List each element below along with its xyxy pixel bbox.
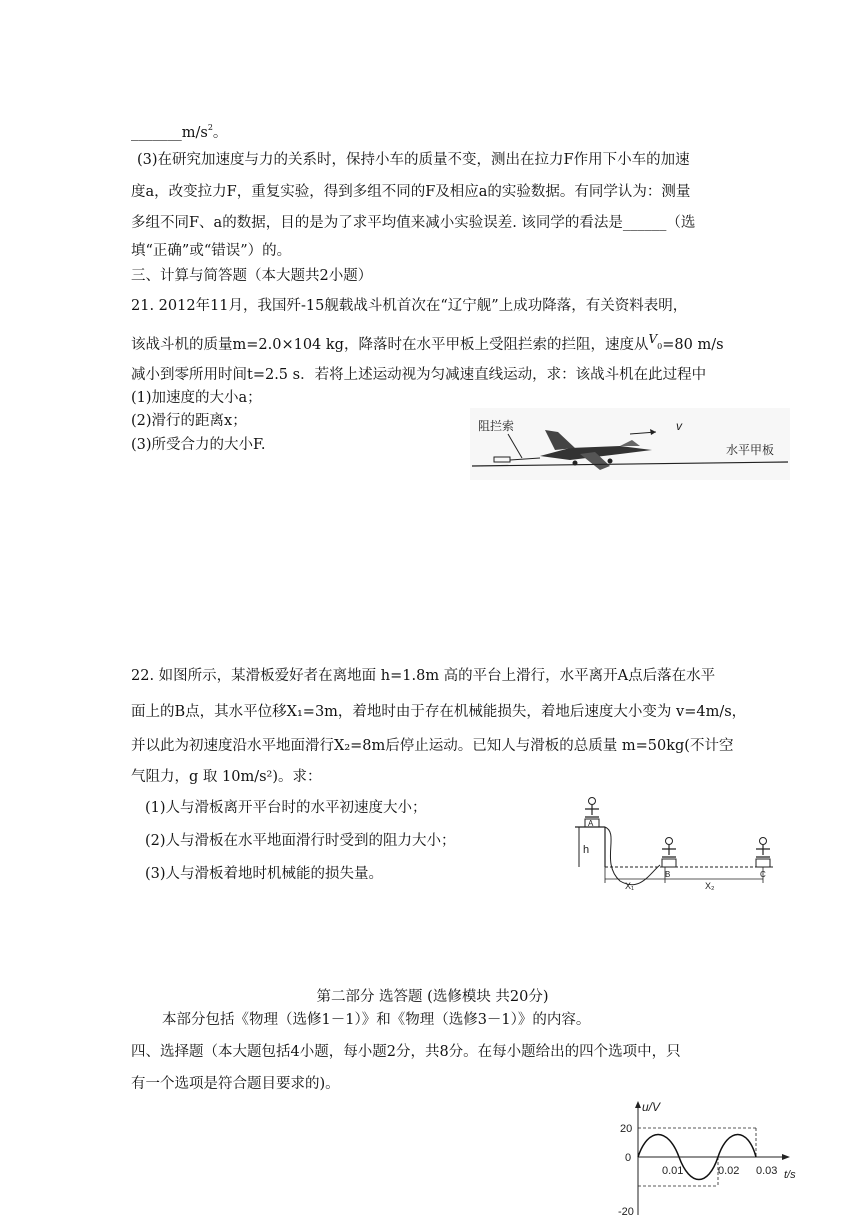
unit-exponent: 2 bbox=[207, 123, 213, 132]
y-tick-20: 20 bbox=[620, 1123, 633, 1135]
punct: 。 bbox=[212, 125, 228, 141]
q20-3-line1: (3)在研究加速度与力的关系时，保持小车的质量不变，测出在拉力F作用下小车的加速 bbox=[137, 152, 690, 168]
x-tick-001: 0.01 bbox=[662, 1165, 684, 1177]
x-axis-label: t/s bbox=[784, 1169, 796, 1181]
part-2-description: 本部分包括《物理（选修1－1）》和《物理（选修3－1）》的内容。 bbox=[162, 1012, 591, 1028]
x1-label: X₁ bbox=[625, 881, 635, 891]
point-b-label: B bbox=[665, 870, 671, 879]
q20-3-line4: 填“正确”或“错误”）的。 bbox=[131, 243, 292, 259]
voltage-time-graph bbox=[608, 1097, 808, 1220]
v0-symbol: V bbox=[648, 332, 658, 346]
x-tick-003: 0.03 bbox=[756, 1165, 778, 1177]
q22-sub3: (3)人与滑板着地时机械能的损失量。 bbox=[145, 866, 384, 882]
y-tick-neg20: -20 bbox=[618, 1206, 634, 1218]
height-label: h bbox=[583, 844, 590, 856]
q21-sub2: (2)滑行的距离x； bbox=[131, 413, 247, 429]
point-a-label: A bbox=[588, 819, 594, 828]
q22-line4: 气阻力，g 取 10m/s²)。求： bbox=[131, 769, 322, 785]
y-tick-0: 0 bbox=[625, 1152, 632, 1164]
q22-sub2: (2)人与滑板在水平地面滑行时受到的阻力大小； bbox=[145, 833, 456, 849]
section-4-heading-line2: 有一个选项是符合题目要求的)。 bbox=[131, 1076, 340, 1092]
answer-blank: _______ bbox=[131, 125, 182, 141]
q21-line2-text: 该战斗机的质量m=2.0×104 kg，降落时在水平甲板上受阻拦索的拦阻，速度从 bbox=[131, 337, 649, 353]
section-3-heading: 三、计算与简答题（本大题共2小题） bbox=[131, 268, 373, 284]
q20-3-line3: 多组不同F、a的数据，目的是为了求平均值来减小实验误差. 该同学的看法是______（选 bbox=[131, 215, 696, 231]
cable-label: 阻拦索 bbox=[478, 419, 515, 433]
jet-landing-figure bbox=[470, 408, 790, 480]
q22-line3: 并以此为初速度沿水平地面滑行X₂=8m后停止运动。已知人与滑板的总质量 m=50kg(不计空 bbox=[131, 738, 734, 754]
answer-blank-line bbox=[131, 118, 227, 143]
q21-sub3: (3)所受合力的大小F. bbox=[131, 437, 266, 453]
skateboard-figure bbox=[565, 793, 780, 893]
x-tick-002: 0.02 bbox=[718, 1165, 740, 1177]
skater-at-c-icon bbox=[756, 838, 770, 868]
deck-label: 水平甲板 bbox=[726, 443, 775, 457]
v0-subscript: 0 bbox=[657, 341, 663, 351]
y-axis-arrow bbox=[635, 1101, 641, 1108]
q22-line1: 22. 如图所示，某滑板爱好者在离地面 h=1.8m 高的平台上滑行，水平离开A点后落在水平 bbox=[131, 668, 716, 684]
q21-sub1: (1)加速度的大小a； bbox=[131, 390, 262, 406]
point-c-label: C bbox=[760, 870, 766, 879]
q22-line2: 面上的B点，其水平位移X₁=3m，着地时由于存在机械能损失，着地后速度大小变为 v=4m/s， bbox=[131, 704, 747, 720]
q20-3-line2: 度a，改变拉力F，重复实验，得到多组不同的F及相应a的实验数据。有同学认为：测量 bbox=[131, 184, 691, 200]
x2-label: X₂ bbox=[705, 881, 715, 891]
velocity-label: v bbox=[676, 419, 682, 433]
unit-text: m/s bbox=[181, 125, 208, 141]
section-4-heading-line1: 四、选择题（本大题包括4小题，每小题2分，共8分。在每小题给出的四个选项中，只 bbox=[131, 1044, 681, 1060]
y-axis-label: u/V bbox=[642, 1100, 661, 1114]
q21-line2 bbox=[131, 332, 724, 361]
trajectory bbox=[605, 827, 660, 885]
x-axis-arrow bbox=[782, 1154, 790, 1160]
q21-line3: 减小到零所用时间t=2.5 s．若将上述运动视为匀减速直线运动，求：该战斗机在此过程中 bbox=[131, 367, 707, 383]
skater-at-b-icon bbox=[662, 838, 676, 868]
part-2-heading: 第二部分 选答题 (选修模块 共20分) bbox=[316, 989, 549, 1005]
q22-sub1: (1)人与滑板离开平台时的水平初速度大小； bbox=[145, 800, 427, 816]
q21-line1: 21. 2012年11月，我国歼-15舰载战斗机首次在“辽宁舰”上成功降落，有关资料表明， bbox=[131, 298, 688, 314]
v0-value: =80 m/s bbox=[662, 337, 724, 353]
